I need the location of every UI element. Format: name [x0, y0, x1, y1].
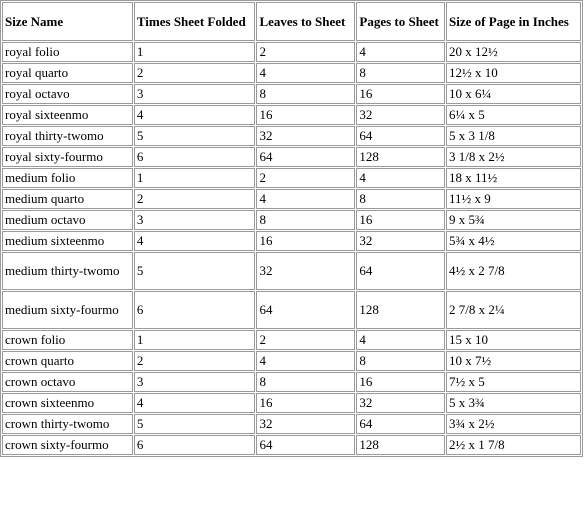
cell-times-folded: 5 [134, 252, 256, 290]
cell-page-size: 6¼ x 5 [446, 105, 581, 125]
table-row [2, 291, 581, 329]
cell-pages: 4 [356, 168, 445, 188]
table-row [2, 189, 581, 209]
cell-leaves: 64 [256, 435, 355, 455]
cell-pages: 8 [356, 189, 445, 209]
cell-pages: 32 [356, 393, 445, 413]
table-row [2, 105, 581, 125]
cell-leaves: 16 [256, 393, 355, 413]
header-pages: Pages to Sheet [356, 2, 445, 41]
cell-page-size: 11½ x 9 [446, 189, 581, 209]
cell-page-size: 2 7/8 x 2¼ [446, 291, 581, 329]
cell-page-size: 10 x 7½ [446, 351, 581, 371]
cell-size-name: royal thirty-twomo [2, 126, 133, 146]
cell-size-name: medium quarto [2, 189, 133, 209]
cell-pages: 128 [356, 291, 445, 329]
cell-pages: 128 [356, 147, 445, 167]
cell-pages: 8 [356, 63, 445, 83]
table-row [2, 435, 581, 455]
cell-times-folded: 3 [134, 210, 256, 230]
cell-leaves: 32 [256, 252, 355, 290]
cell-pages: 4 [356, 330, 445, 350]
cell-pages: 64 [356, 252, 445, 290]
cell-size-name: crown quarto [2, 351, 133, 371]
header-leaves: Leaves to Sheet [256, 2, 355, 41]
table-row [2, 330, 581, 350]
cell-times-folded: 1 [134, 330, 256, 350]
cell-page-size: 9 x 5¾ [446, 210, 581, 230]
cell-leaves: 2 [256, 168, 355, 188]
cell-times-folded: 6 [134, 147, 256, 167]
cell-times-folded: 5 [134, 414, 256, 434]
cell-page-size: 7½ x 5 [446, 372, 581, 392]
cell-page-size: 5 x 3¾ [446, 393, 581, 413]
cell-size-name: royal sixteenmo [2, 105, 133, 125]
table-row [2, 414, 581, 434]
cell-pages: 32 [356, 231, 445, 251]
cell-pages: 16 [356, 210, 445, 230]
cell-page-size: 12½ x 10 [446, 63, 581, 83]
cell-page-size: 5 x 3 1/8 [446, 126, 581, 146]
cell-leaves: 64 [256, 147, 355, 167]
cell-pages: 16 [356, 84, 445, 104]
cell-pages: 64 [356, 126, 445, 146]
cell-pages: 32 [356, 105, 445, 125]
cell-size-name: medium folio [2, 168, 133, 188]
cell-pages: 16 [356, 372, 445, 392]
cell-times-folded: 3 [134, 372, 256, 392]
cell-size-name: crown thirty-twomo [2, 414, 133, 434]
cell-size-name: royal octavo [2, 84, 133, 104]
header-times-folded: Times Sheet Folded [134, 2, 256, 41]
cell-page-size: 10 x 6¼ [446, 84, 581, 104]
cell-times-folded: 5 [134, 126, 256, 146]
cell-times-folded: 2 [134, 63, 256, 83]
table-row [2, 252, 581, 290]
cell-page-size: 3¾ x 2½ [446, 414, 581, 434]
cell-times-folded: 4 [134, 105, 256, 125]
cell-size-name: crown sixteenmo [2, 393, 133, 413]
cell-times-folded: 1 [134, 42, 256, 62]
cell-page-size: 5¾ x 4½ [446, 231, 581, 251]
table-row [2, 126, 581, 146]
cell-leaves: 2 [256, 42, 355, 62]
table-row [2, 210, 581, 230]
cell-page-size: 3 1/8 x 2½ [446, 147, 581, 167]
table-row [2, 393, 581, 413]
header-size-name: Size Name [2, 2, 133, 41]
cell-leaves: 16 [256, 231, 355, 251]
table-row [2, 231, 581, 251]
cell-page-size: 15 x 10 [446, 330, 581, 350]
table-row [2, 42, 581, 62]
cell-size-name: crown sixty-fourmo [2, 435, 133, 455]
cell-size-name: medium sixteenmo [2, 231, 133, 251]
cell-times-folded: 4 [134, 393, 256, 413]
cell-leaves: 64 [256, 291, 355, 329]
table-row [2, 372, 581, 392]
cell-pages: 8 [356, 351, 445, 371]
cell-leaves: 4 [256, 351, 355, 371]
cell-times-folded: 6 [134, 435, 256, 455]
table-row [2, 63, 581, 83]
table-row [2, 168, 581, 188]
cell-leaves: 8 [256, 210, 355, 230]
cell-leaves: 8 [256, 84, 355, 104]
table-row [2, 351, 581, 371]
cell-times-folded: 1 [134, 168, 256, 188]
cell-size-name: royal quarto [2, 63, 133, 83]
cell-page-size: 18 x 11½ [446, 168, 581, 188]
cell-leaves: 8 [256, 372, 355, 392]
header-row [2, 2, 581, 41]
cell-leaves: 2 [256, 330, 355, 350]
cell-times-folded: 6 [134, 291, 256, 329]
cell-page-size: 20 x 12½ [446, 42, 581, 62]
cell-size-name: medium thirty-twomo [2, 252, 133, 290]
cell-size-name: crown folio [2, 330, 133, 350]
cell-leaves: 32 [256, 126, 355, 146]
cell-leaves: 4 [256, 63, 355, 83]
cell-times-folded: 2 [134, 351, 256, 371]
cell-pages: 4 [356, 42, 445, 62]
cell-page-size: 4½ x 2 7/8 [446, 252, 581, 290]
cell-times-folded: 2 [134, 189, 256, 209]
cell-times-folded: 3 [134, 84, 256, 104]
cell-size-name: medium sixty-fourmo [2, 291, 133, 329]
cell-leaves: 16 [256, 105, 355, 125]
cell-size-name: medium octavo [2, 210, 133, 230]
cell-times-folded: 4 [134, 231, 256, 251]
table-row [2, 84, 581, 104]
cell-leaves: 32 [256, 414, 355, 434]
cell-pages: 64 [356, 414, 445, 434]
cell-page-size: 2½ x 1 7/8 [446, 435, 581, 455]
cell-size-name: royal sixty-fourmo [2, 147, 133, 167]
cell-leaves: 4 [256, 189, 355, 209]
cell-pages: 128 [356, 435, 445, 455]
header-page-size: Size of Page in Inches [446, 2, 581, 41]
cell-size-name: crown octavo [2, 372, 133, 392]
table-row [2, 147, 581, 167]
cell-size-name: royal folio [2, 42, 133, 62]
